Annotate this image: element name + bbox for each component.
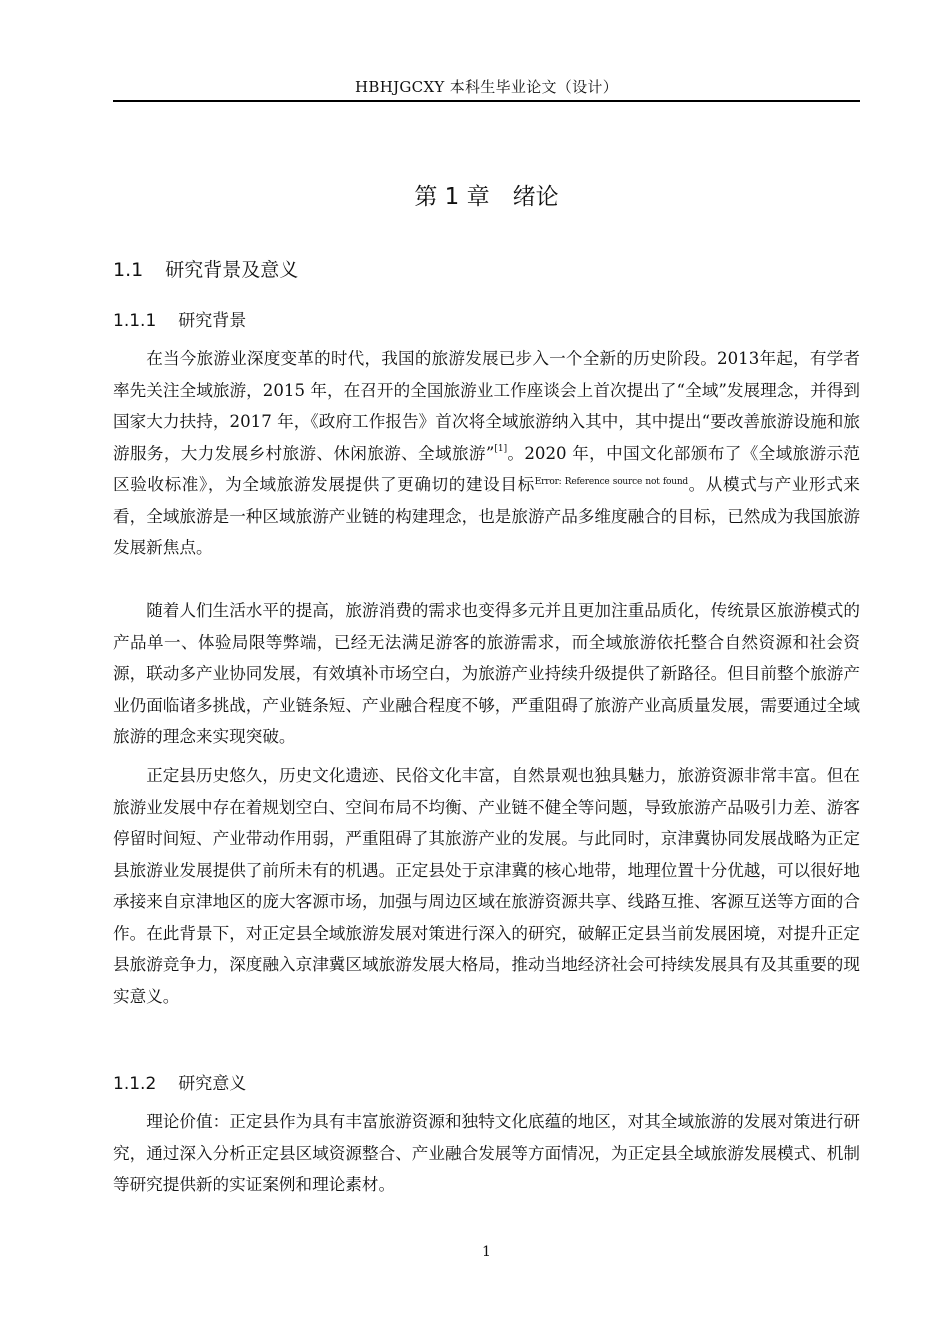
section-number: 1.1.1 [113, 311, 157, 331]
paragraph-significance-1: 理论价值：正定县作为具有丰富旅游资源和独特文化底蕴的地区，对其全域旅游的发展对策进行研究，通过深入分析正定县区域资源整合、产业融合发展等方面情况，为正定县全域旅游发展模式、机制等研究提供新的实证案例和理论素材。 [113, 1112, 860, 1194]
paragraph-text: 。从模式与产业形式来看，全域旅游是一种区域旅游产业链的构建理念，也是旅游产品多维度融合的目标，已然成为我国旅游发展新焦点。 [113, 475, 861, 557]
section-heading-1-1-2 [113, 1069, 246, 1094]
paragraph-text: 在当今旅游业深度变革的时代，我国的旅游发展已步入一个全新的历史阶段。2013年起，有学者率先关注全域旅游，2015 年，在召开的全国旅游业工作座谈会上首次提出了“全域”发展理念，并得到国家大力扶持，2017 年，《政府工作报告》首次将全域旅游纳入其中，其中提出“要改善旅游设施和旅游服务，大力发展乡村旅游、休闲旅游、全域旅游” [113, 349, 860, 463]
chapter-title: 第 1 章 绪论 [414, 184, 559, 210]
citation-marker[interactable]: [1] [494, 443, 508, 454]
paragraph-background-2: 随着人们生活水平的提高，旅游消费的需求也变得多元并且更加注重品质化，传统景区旅游模式的产品单一、体验局限等弊端，已经无法满足游客的旅游需求，而全域旅游依托整合自然资源和社会资源，联动多产业协同发展，有效填补市场空白，为旅游产业持续升级提供了新路径。但目前整个旅游产业仍面临诸多挑战，产业链条短、产业融合程度不够，严重阻碍了旅游产业高质量发展，需要通过全域旅游的理念来实现突破。 [113, 601, 860, 746]
section-title: 研究背景 [178, 311, 247, 331]
section-heading-1-1 [113, 255, 298, 282]
section-title: 研究背景及意义 [165, 259, 299, 281]
header-divider [113, 100, 860, 102]
section-title: 研究意义 [178, 1074, 247, 1094]
paragraph-background-1 [113, 343, 860, 564]
page-number: 1 [482, 1244, 491, 1260]
section-number: 1.1.2 [113, 1074, 157, 1094]
paragraph-text: 。2020 年，中国文化部颁布了《全域旅游示范区验收标准》，为全域旅游发展提供了更确切的建设目标 [113, 443, 860, 494]
section-number: 1.1 [113, 259, 144, 281]
page-header: HBHJGCXY 本科生毕业论文（设计） [354, 78, 618, 96]
paragraph-background-3: 正定县历史悠久，历史文化遗迹、民俗文化丰富，自然景观也独具魅力，旅游资源非常丰富。但在旅游业发展中存在着规划空白、空间布局不均衡、产业链不健全等问题，导致旅游产品吸引力差、游客停留时间短、产业带动作用弱，严重阻碍了其旅游产业的发展。与此同时，京津冀协同发展战略为正定县旅游业发展提供了前所未有的机遇。正定县处于京津冀的核心地带，地理位置十分优越，可以很好地承接来自京津地区的庞大客源市场，加强与周边区域在旅游资源共享、线路互推、客源互送等方面的合作。在此背景下，对正定县全域旅游发展对策进行深入的研究，破解正定县当前发展困境，对提升正定县旅游竞争力，深度融入京津冀区域旅游发展大格局，推动当地经济社会可持续发展具有及其重要的现实意义。 [113, 766, 860, 1006]
broken-reference-marker: Error: Reference source not found [534, 477, 688, 487]
section-heading-1-1-1 [113, 306, 246, 331]
